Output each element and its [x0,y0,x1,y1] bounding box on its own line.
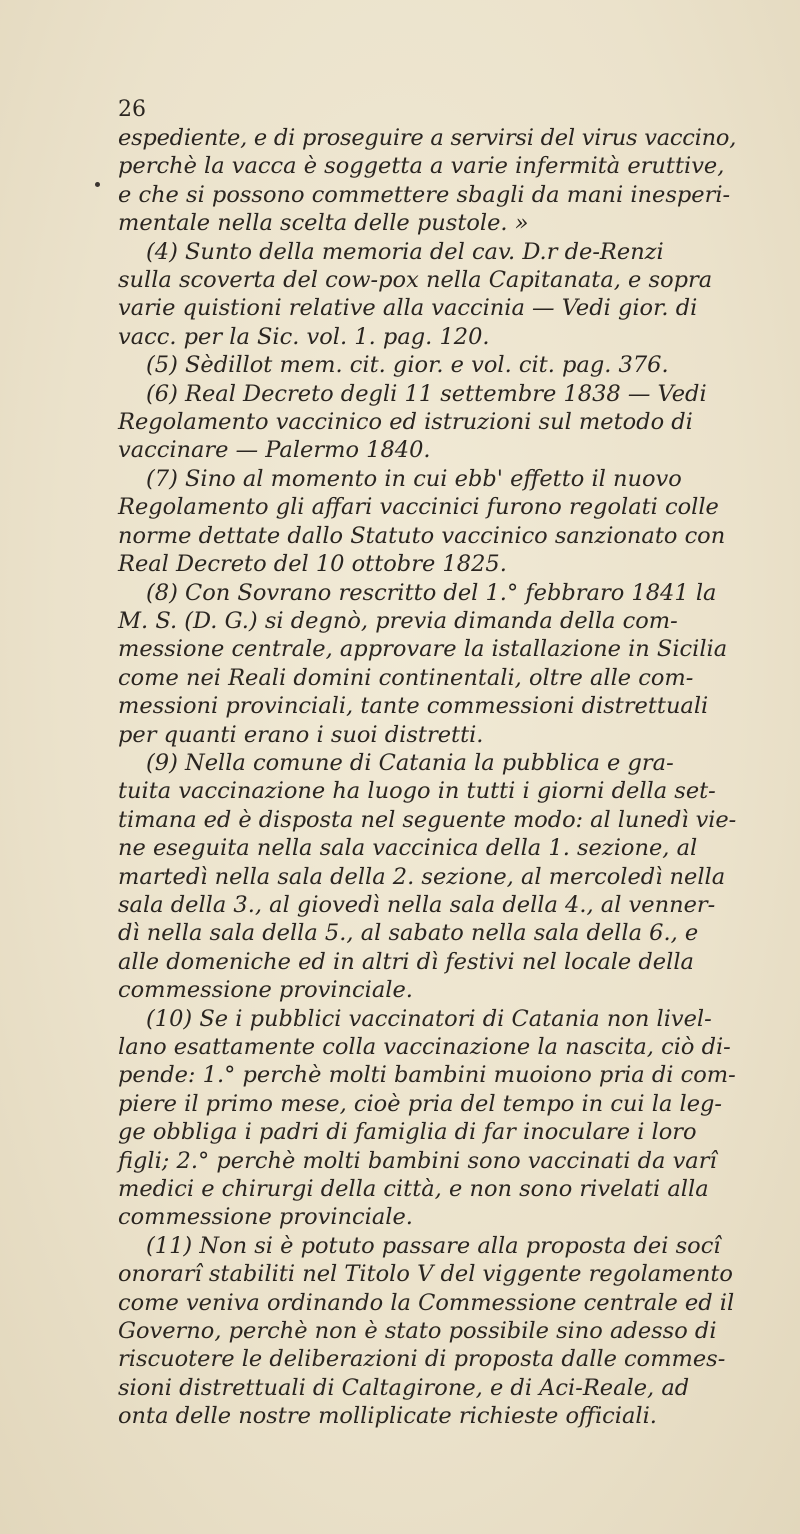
footnote-6: (6) Real Decreto degli 11 settembre 1838 — Vedi [146,380,707,407]
footnote-10: (10) Se i pubblici vaccinatori di Catania non livel- [146,1005,712,1032]
text-line: come veniva ordinando la Commessione centrale ed il [118,1289,735,1316]
text-line: tuita vaccinazione ha luogo in tutti i giorni della set- [118,778,716,805]
footnote-8: (8) Con Sovrano rescritto del 1.° febbraro 1841 la [146,579,717,606]
text-line: martedì nella sala della 2. sezione, al mercoledì nella [118,863,726,890]
text-line: sioni distrettuali di Caltagirone, e di Aci-Reale, ad [118,1374,690,1401]
text-line: timana ed è disposta nel seguente modo: al lunedì vie- [118,806,737,833]
footnote-9: (9) Nella comune di Catania la pubblica e gra- [146,749,674,776]
text-line: Regolamento vaccinico ed istruzioni sul metodo di [118,409,693,436]
text-line: come nei Reali domini continentali, oltre alle com- [118,664,694,691]
text-line: messione centrale, approvare la istallazione in Sicilia [118,636,728,663]
text-line: varie quistioni relative alla vaccinia — Vedi gior. di [118,295,698,322]
text-line: e che si possono commettere sbagli da mani inesperi- [118,181,731,208]
text-line: medici e chirurgi della città, e non sono rivelati alla [118,1176,709,1203]
text-line: Regolamento gli affari vaccinici furono regolati colle [118,494,719,521]
footnotes-text [118,124,736,1431]
footnote-5: (5) Sèdillot mem. cit. gior. e vol. cit. pag. 376. [146,352,669,379]
footnote-4: (4) Sunto della memoria del cav. D.r de-Renzi [146,238,664,265]
text-line: commessione provinciale. [118,1204,413,1231]
text-line: ne eseguita nella sala vaccinica della 1. sezione, al [118,835,698,862]
text-line: lano esattamente colla vaccinazione la nascita, ciò di- [118,1034,731,1060]
text-line: commessione provinciale. [118,977,413,1004]
text-line: Governo, perchè non è stato possibile sino adesso di [118,1318,717,1345]
text-line: alle domeniche ed in altri dì festivi nel locale della [118,948,694,975]
footnote-7: (7) Sino al momento in cui ebb' effetto il nuovo [146,465,682,492]
text-line: espediente, e di proseguire a servirsi del virus vaccino, [118,125,737,151]
text-line: norme dettate dallo Statuto vaccinico sanzionato con [118,522,726,549]
text-line: per quanti erano i suoi distretti. [118,721,484,748]
text-line: sala della 3., al giovedì nella sala della 4., al venner- [118,891,716,918]
text-line: M. S. (D. G.) si degnò, previa dimanda della com- [118,607,678,634]
text-line: pende: 1.° perchè molti bambini muoiono pria di com- [118,1062,736,1089]
text-line: sulla scoverta del cow-pox nella Capitanata, e sopra [118,267,713,294]
text-line: Real Decreto del 10 ottobre 1825. [118,551,507,578]
text-line: piere il primo mese, cioè pria del tempo in cui la leg- [118,1090,723,1117]
text-line: onta delle nostre molliplicate richieste officiali. [118,1403,657,1430]
text-line: messioni provinciali, tante commessioni distrettuali [118,693,709,720]
text-line: onorarî stabiliti nel Titolo V del viggente regolamento [118,1261,733,1288]
text-line: ge obbliga i padri di famiglia di far inoculare i loro [118,1119,697,1146]
text-line: figli; 2.° perchè molti bambini sono vaccinati da varî [118,1147,717,1174]
page-number: 26 [118,97,146,122]
text-line: vaccinare — Palermo 1840. [118,437,431,464]
margin-mark [95,182,100,187]
text-line: mentale nella scelta delle pustole. » [118,210,529,237]
footnote-11: (11) Non si è potuto passare alla proposta dei socî [146,1232,721,1259]
text-line: perchè la vacca è soggetta a varie infermità eruttive, [118,153,725,180]
text-line: vacc. per la Sic. vol. 1. pag. 120. [118,323,490,350]
text-line: dì nella sala della 5., al sabato nella sala della 6., e [118,920,699,947]
text-line: riscuotere le deliberazioni di proposta dalle commes- [118,1346,726,1373]
